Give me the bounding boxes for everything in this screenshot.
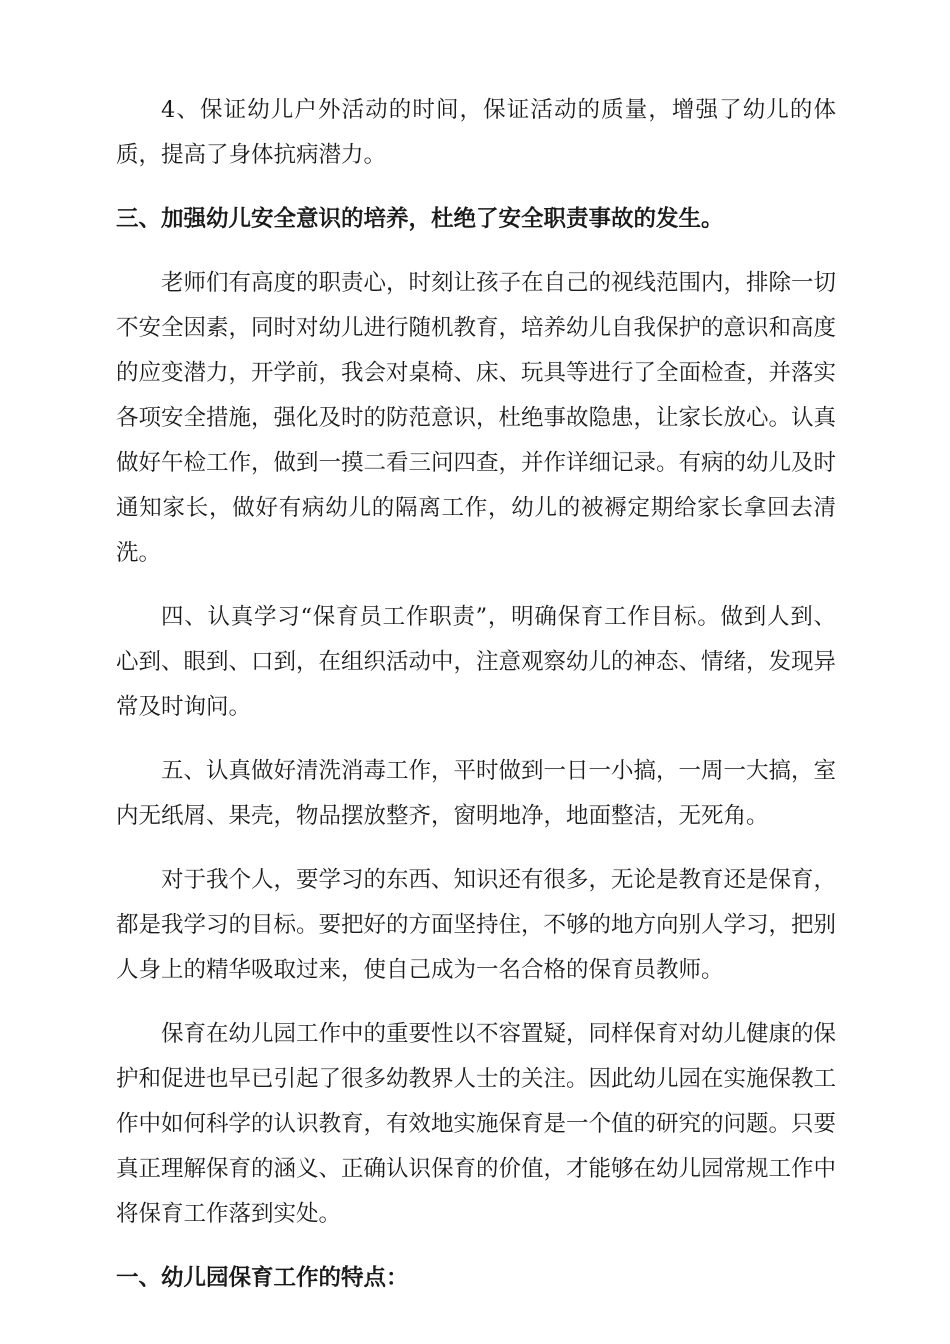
- paragraph-gap: [116, 730, 836, 749]
- paragraph-personal-learning: 对于我个人，要学习的东西、知识还有很多，无论是教育还是保育，都是我学习的目标。要把好的方面坚持住，不够的地方向别人学习，把别人身上的精华吸取过来，使自己成为一名合格的保育员教师。: [116, 867, 837, 983]
- heading-safety-awareness: 三、加强幼儿安全意识的培养，杜绝了安全职责事故的发生。: [116, 206, 724, 232]
- paragraph-gap: [116, 178, 836, 197]
- paragraph-cleaning-disinfection: 五、认真做好清洗消毒工作，平时做到一日一小搞，一周一大搞，室内无纸屑、果壳，物品摆放整齐，窗明地净，地面整洁，无死角。: [116, 758, 837, 829]
- paragraph-gap: [116, 1237, 836, 1256]
- paragraph-importance-of-care: 保育在幼儿园工作中的重要性以不容置疑，同样保育对幼儿健康的保护和促进也早已引起了很多幼教界人士的关注。因此幼儿园在实施保教工作中如何科学的认识教育，有效地实施保育是一个值的研究的问题。只要真正理解保育的涵义、正确认识保育的价值，才能够在幼儿园常规工作中将保育工作落到实处。: [116, 1021, 837, 1227]
- paragraph-gap: [116, 839, 836, 858]
- paragraph-gap: [116, 993, 836, 1012]
- paragraph-gap: [116, 576, 836, 595]
- document-page: [116, 88, 836, 1301]
- paragraph-outdoor-activity: 4、保证幼儿户外活动的时间，保证活动的质量，增强了幼儿的体质，提高了身体抗病潜力。: [116, 97, 836, 168]
- heading-care-characteristics: 一、幼儿园保育工作的特点：: [116, 1265, 409, 1291]
- paragraph-teacher-responsibility: 老师们有高度的职责心，时刻让孩子在自己的视线范围内，排除一切不安全因素，同时对幼儿进行随机教育，培养幼儿自我保护的意识和高度的应变潜力，开学前，我会对桌椅、床、玩具等进行了全面检查，并落实各项安全措施，强化及时的防范意识，杜绝事故隐患，让家长放心。认真做好午检工作，做到一摸二看三问四查，并作详细记录。有病的幼儿及时通知家长，做好有病幼儿的隔离工作，幼儿的被褥定期给家长拿回去清洗。: [116, 270, 837, 566]
- paragraph-gap: [116, 242, 836, 261]
- paragraph-caregiver-duties: 四、认真学习“保育员工作职责”，明确保育工作目标。做到人到、心到、眼到、口到，在组织活动中，注意观察幼儿的神态、情绪，发现异常及时询问。: [116, 604, 837, 720]
